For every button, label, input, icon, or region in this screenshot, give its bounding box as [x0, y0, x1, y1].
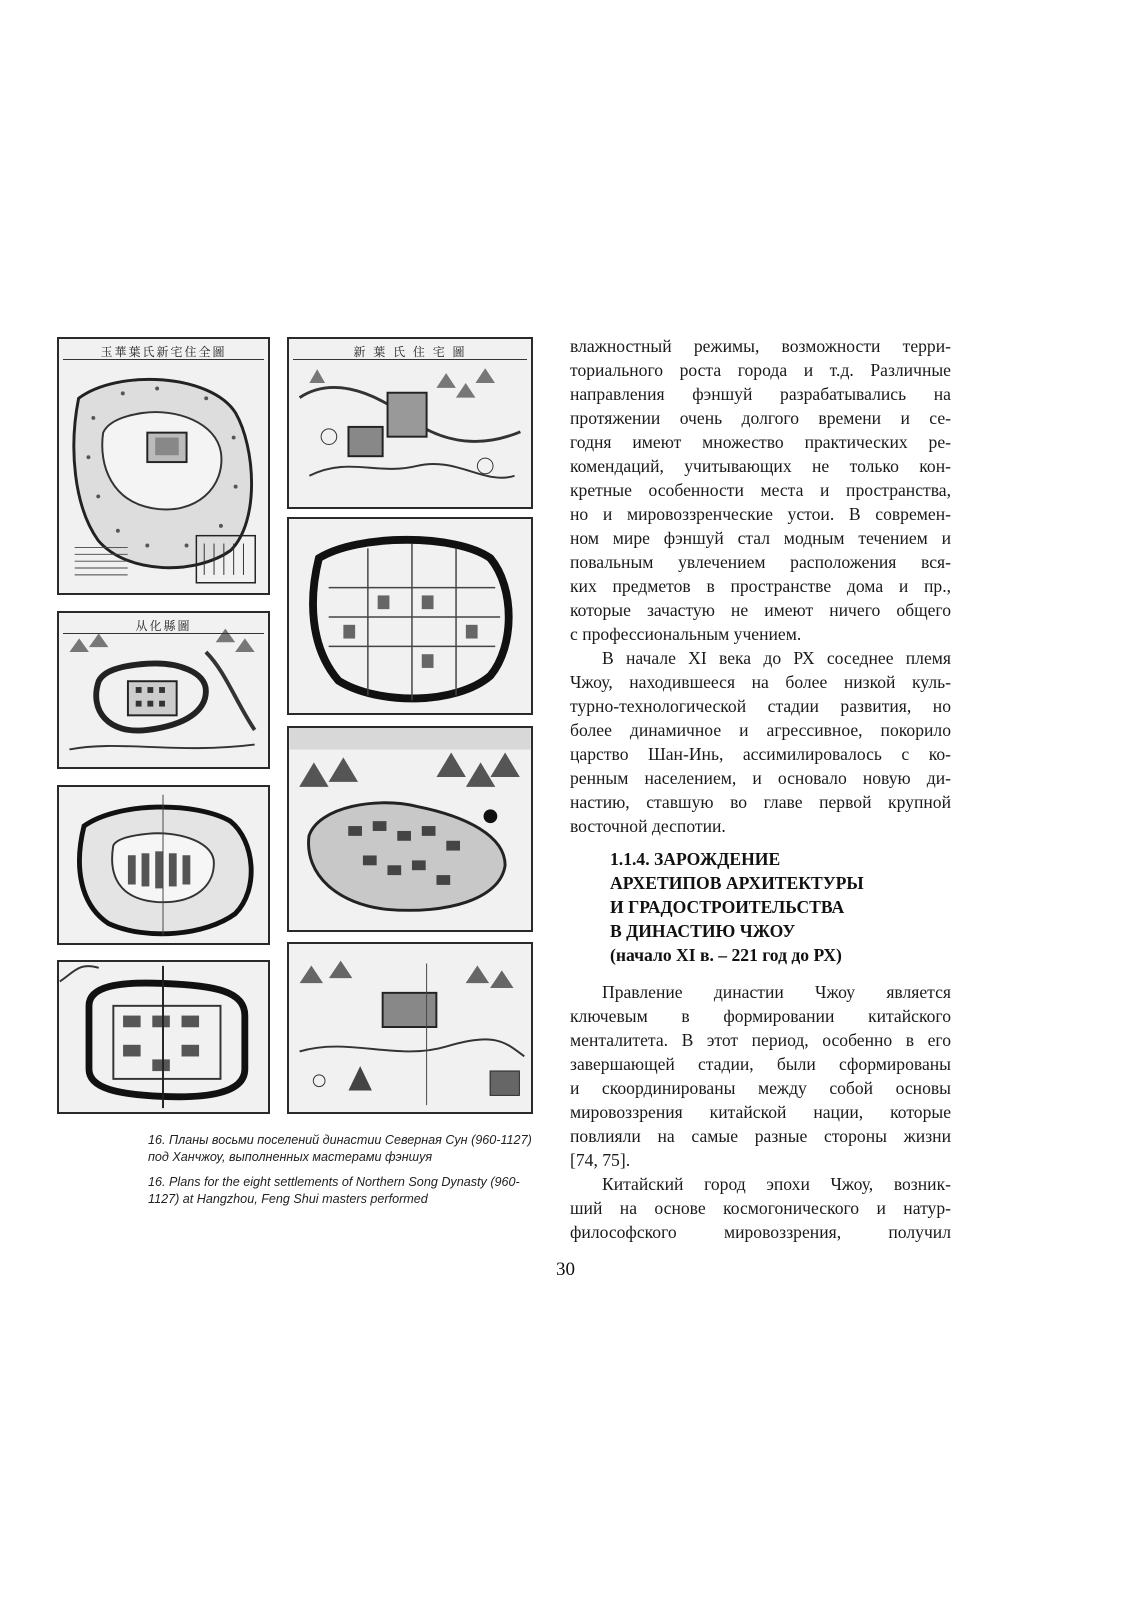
- settlement-plan-7: [57, 960, 270, 1114]
- text-line: годня имеют множество практических ре-: [570, 432, 951, 452]
- text-line: философского мировоззрения, получил: [570, 1222, 951, 1242]
- settlement-plan-6: [287, 726, 533, 932]
- text-line: Правление династии Чжоу является: [602, 982, 951, 1002]
- text-line: и скоординированы между собой основы: [570, 1078, 951, 1098]
- text-line: настию, ставшую во главе первой крупной: [570, 792, 951, 812]
- text-line: с профессиональным учением.: [570, 624, 802, 644]
- text-line: более динамичное и агрессивное, покорило: [570, 720, 951, 740]
- text-line: царство Шан-Инь, ассимилировалось с ко-: [570, 744, 951, 764]
- plate-title: 新 葉 氏 住 宅 圖: [353, 344, 467, 359]
- page-number: 30: [556, 1259, 575, 1280]
- map-drawing: [59, 962, 268, 1112]
- settlement-plan-5: [57, 785, 270, 945]
- text-line: [74, 75].: [570, 1150, 631, 1170]
- paragraph-2: [570, 646, 951, 838]
- text-line: кретные особенности места и пространства,: [570, 480, 951, 500]
- heading-line: (начало XI в. – 221 год до РХ): [610, 945, 842, 965]
- plate-header: [63, 617, 264, 634]
- heading-line: В ДИНАСТИЮ ЧЖОУ: [610, 921, 796, 941]
- heading-line: 1.1.4. ЗАРОЖДЕНИЕ: [610, 849, 781, 869]
- text-line: Китайский город эпохи Чжоу, возник-: [602, 1174, 951, 1194]
- settlement-plan-2: [287, 337, 533, 509]
- text-line: протяжении очень долгого времени и се-: [570, 408, 951, 428]
- paragraph-3: [570, 980, 951, 1244]
- section-heading: [610, 847, 940, 967]
- map-drawing: [289, 728, 531, 930]
- text-line: ренным населением, и основало новую ди-: [570, 768, 951, 788]
- plate-title: 从化縣圖: [135, 618, 192, 633]
- text-line: ном мире фэншуй стал модным течением и: [570, 528, 951, 548]
- text-line: направления фэншуй разрабатывались на: [570, 384, 951, 404]
- text-line: повальным увлечением расположения вся-: [570, 552, 951, 572]
- figure-caption-ru: 16. Планы восьми поселений династии Северная Сун (960-1127) под Ханчжоу, выполненных мастерами фэншуя: [148, 1133, 532, 1164]
- text-line: которые зачастую не имеют ничего общего: [570, 600, 951, 620]
- paragraph-1: [570, 334, 951, 646]
- text-line: Чжоу, находившееся на более низкой куль-: [570, 672, 951, 692]
- settlement-plan-8: [287, 942, 533, 1114]
- text-line: комендаций, учитывающих не только кон-: [570, 456, 951, 476]
- map-drawing: [59, 613, 268, 767]
- figure-caption-en: 16. Plans for the eight settlements of Northern Song Dynasty (960-1127) at Hangzhou, Feng Shui masters performed: [148, 1175, 520, 1206]
- map-drawing: [289, 519, 531, 713]
- text-line: но и мировоззренческие устои. В современ-: [570, 504, 951, 524]
- text-line: ключевым в формировании китайского: [570, 1006, 951, 1026]
- heading-line: И ГРАДОСТРОИТЕЛЬСТВА: [610, 897, 845, 917]
- text-line: влажностный режимы, возможности терри-: [570, 336, 951, 356]
- map-drawing: [289, 944, 531, 1112]
- settlement-plan-1: [57, 337, 270, 595]
- text-line: ший на основе космогонического и натур-: [570, 1198, 951, 1218]
- heading-line: АРХЕТИПОВ АРХИТЕКТУРЫ: [610, 873, 864, 893]
- settlement-plan-4: [287, 517, 533, 715]
- text-line: повлияли на самые разные стороны жизни: [570, 1126, 951, 1146]
- text-line: ториального роста города и т.д. Различные: [570, 360, 951, 380]
- map-drawing: [59, 787, 268, 943]
- plate-header: [293, 343, 527, 360]
- text-line: В начале XI века до РХ соседнее племя: [602, 648, 951, 668]
- text-line: менталитета. В этот период, особенно в его: [570, 1030, 951, 1050]
- plate-title: 玉華葉氏新宅住全圖: [100, 344, 227, 359]
- settlement-plan-3: [57, 611, 270, 769]
- text-line: ких предметов в пространстве дома и пр.,: [570, 576, 951, 596]
- map-drawing: [59, 339, 268, 593]
- text-line: турно-технологической стадии развития, но: [570, 696, 951, 716]
- plate-header: [63, 343, 264, 360]
- map-drawing: [289, 339, 531, 507]
- text-line: восточной деспотии.: [570, 816, 726, 836]
- text-line: завершающей стадии, были сформированы: [570, 1054, 951, 1074]
- text-line: мировоззрения китайской нации, которые: [570, 1102, 951, 1122]
